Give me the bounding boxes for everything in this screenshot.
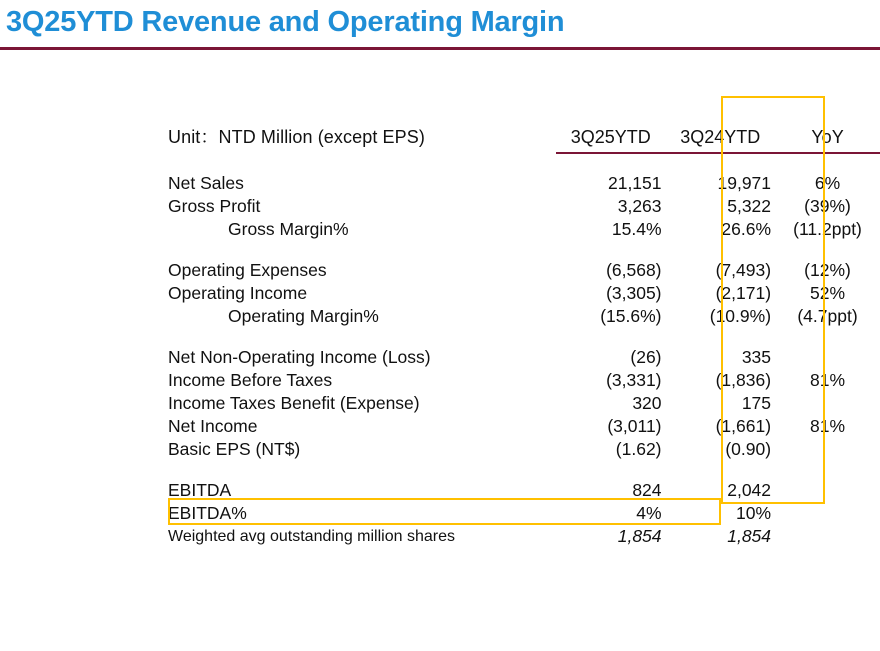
row-value-yoy: 6% [814,173,841,193]
table-row [168,259,880,282]
spacer-row [168,154,880,172]
row-label: Net Sales [168,173,244,193]
row-value-yoy [775,438,880,461]
row-value-3q24ytd: (2,171) [715,283,772,303]
column-header-3q24ytd: 3Q24YTD [680,127,761,147]
row-value-3q25ytd: (15.6%) [600,306,662,326]
row-value-yoy: 52% [810,283,846,303]
row-label: Net Income [168,416,258,436]
column-header-yoy: YoY [811,127,844,147]
table-row [168,438,880,461]
table-row [168,415,880,438]
table-row [168,502,880,525]
row-value-3q25ytd: (3,305) [606,283,662,303]
title-divider [0,47,880,50]
row-label: EBITDA [168,480,232,500]
row-label: Income Taxes Benefit (Expense) [168,393,420,413]
row-value-3q24ytd: (1,661) [715,416,772,436]
row-value-yoy: (4.7ppt) [797,306,858,326]
table-header-row [168,120,880,150]
unit-note: Unit：NTD Million (except EPS) [168,127,425,147]
row-value-yoy [775,525,880,548]
row-value-3q24ytd: (0.90) [725,439,772,459]
column-header-3q25ytd: 3Q25YTD [570,127,651,147]
table-row [168,525,880,548]
row-label: Net Non-Operating Income (Loss) [168,347,431,367]
row-value-yoy: (12%) [804,260,851,280]
table-row [168,479,880,502]
table-row [168,392,880,415]
row-value-yoy: (11.2ppt) [793,219,862,239]
table-row [168,346,880,369]
row-value-3q25ytd: (1.62) [615,439,662,459]
row-value-yoy [775,502,880,525]
row-value-yoy [775,392,880,415]
row-value-3q24ytd: 26.6% [721,219,772,239]
spacer-row [168,461,880,479]
row-value-3q24ytd: 2,042 [727,480,772,500]
financials-table-container [0,120,880,548]
financials-table [168,120,880,548]
row-label: EBITDA% [168,503,247,523]
row-label: Gross Profit [168,196,261,216]
row-value-3q24ytd: 175 [741,393,772,413]
row-value-yoy: (39%) [804,196,851,216]
row-label: Basic EPS (NT$) [168,439,301,459]
table-row [168,305,880,328]
row-value-3q24ytd: 5,322 [727,196,772,216]
row-value-3q25ytd: 320 [632,393,662,413]
row-label: Operating Income [168,283,308,303]
row-value-3q24ytd: (7,493) [715,260,772,280]
row-value-yoy [775,479,880,502]
row-value-3q25ytd: 1,854 [617,526,662,546]
row-value-3q25ytd: (6,568) [606,260,662,280]
table-row [168,195,880,218]
row-value-3q25ytd: (3,011) [607,416,662,436]
row-label: Operating Expenses [168,260,327,280]
row-value-3q25ytd: (26) [630,347,662,367]
row-value-3q24ytd: (10.9%) [709,306,772,326]
spacer-row [168,241,880,259]
row-value-3q24ytd: 1,854 [727,526,772,546]
row-value-3q25ytd: 3,263 [617,196,662,216]
table-row [168,218,880,241]
table-row [168,369,880,392]
page-title: 3Q25YTD Revenue and Operating Margin [6,6,565,38]
row-value-yoy: 81% [810,370,846,390]
row-value-3q25ytd: 21,151 [607,173,662,193]
spacer-row [168,328,880,346]
row-value-3q24ytd: 335 [741,347,772,367]
row-value-3q24ytd: 19,971 [717,173,772,193]
table-row [168,172,880,195]
row-label: Gross Margin% [228,219,349,239]
row-value-3q25ytd: 824 [632,480,662,500]
row-value-3q25ytd: (3,331) [606,370,662,390]
row-label: Weighted avg outstanding million shares [168,528,455,545]
row-value-3q25ytd: 4% [636,503,662,523]
row-value-yoy: 81% [810,416,846,436]
row-value-3q24ytd: 10% [736,503,772,523]
row-label: Income Before Taxes [168,370,333,390]
row-value-yoy [775,346,880,369]
row-label: Operating Margin% [228,306,379,326]
table-row [168,282,880,305]
row-value-3q24ytd: (1,836) [715,370,772,390]
row-value-3q25ytd: 15.4% [611,219,662,239]
